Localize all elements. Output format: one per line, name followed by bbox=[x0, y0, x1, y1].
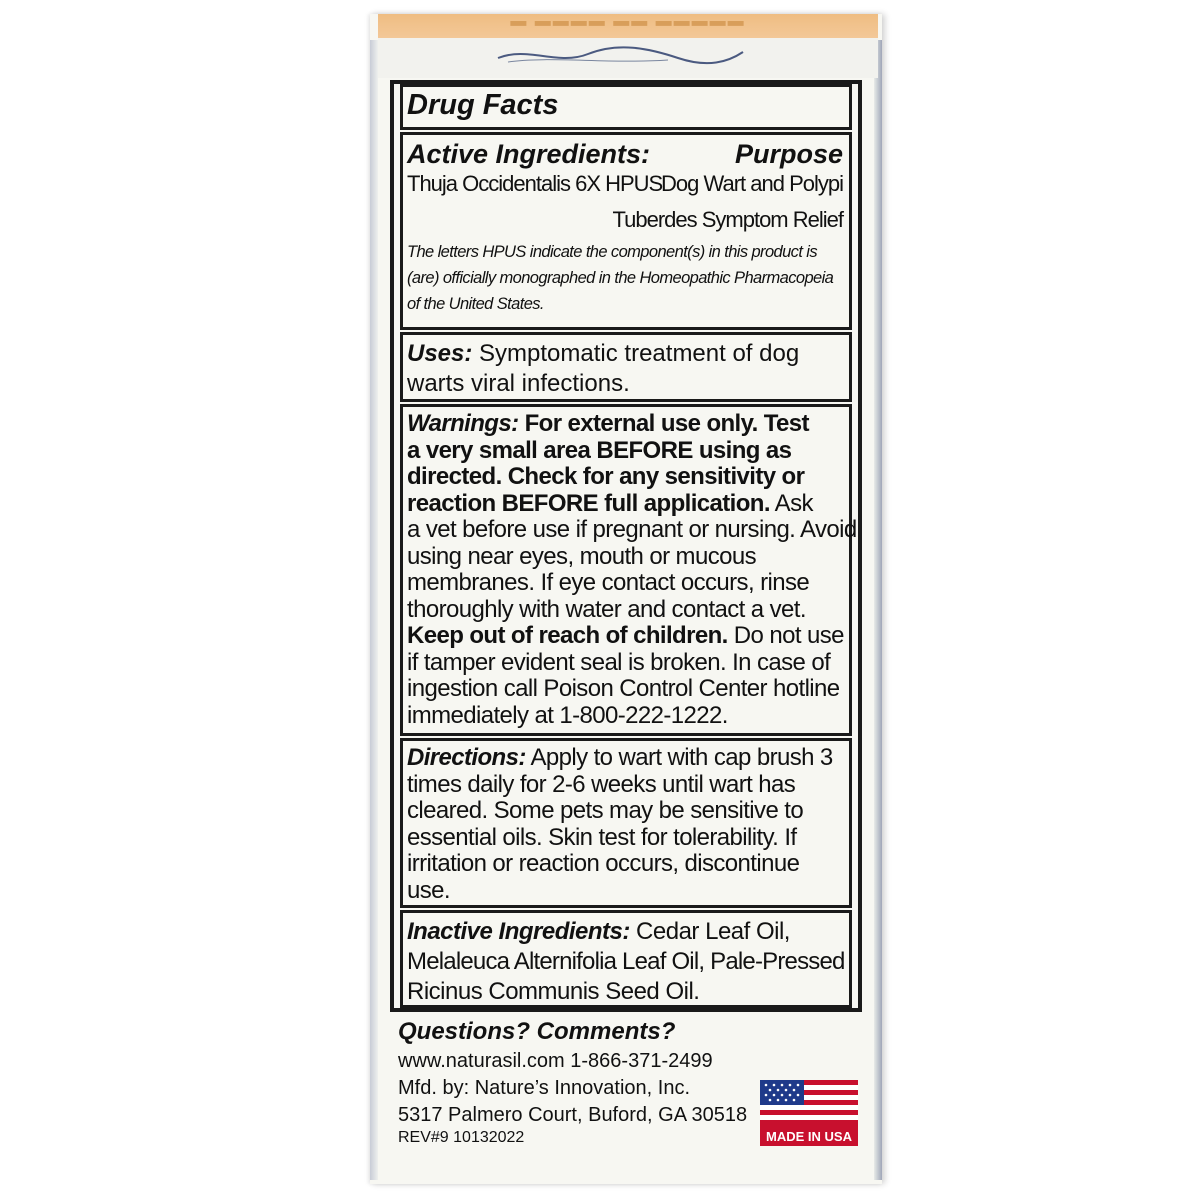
directions-section bbox=[400, 738, 852, 908]
directions-text: irritation or reaction occurs, discontinue bbox=[407, 850, 800, 877]
warnings-text: thoroughly with water and contact a vet. bbox=[407, 595, 806, 623]
directions-text: use. bbox=[407, 876, 450, 904]
warnings-line bbox=[407, 491, 849, 518]
warnings-bold-text: Keep out of reach of children. bbox=[407, 622, 728, 649]
inactive-line-3: Ricinus Communis Seed Oil. bbox=[407, 978, 700, 1005]
box-left-edge bbox=[370, 40, 378, 1180]
warnings-text: a vet before use if pregnant or nursing. Avoid bbox=[407, 516, 857, 543]
directions-text: cleared. Some pets may be sensitive to bbox=[407, 797, 804, 824]
logo-swirl-graphic bbox=[488, 44, 748, 66]
uses-line-1-row bbox=[407, 339, 849, 369]
us-flag-icon bbox=[760, 1080, 858, 1126]
manufacturer: Mfd. by: Nature’s Innovation, Inc. bbox=[398, 1077, 691, 1099]
inactive-line-1-row bbox=[407, 917, 849, 947]
warnings-line bbox=[407, 544, 849, 571]
inactive-line-1: Cedar Leaf Oil, bbox=[629, 918, 790, 945]
made-in-usa-flag-badge bbox=[760, 1080, 858, 1146]
warnings-line bbox=[407, 570, 849, 597]
drug-facts-header bbox=[400, 84, 852, 130]
warnings-label: Warnings: bbox=[407, 410, 519, 437]
warnings-text: if tamper evident seal is broken. In case of bbox=[407, 648, 831, 676]
revision-code: REV#9 10132022 bbox=[398, 1129, 525, 1146]
warnings-text: using near eyes, mouth or mucous bbox=[407, 542, 756, 570]
warnings-text: membranes. If eye contact occurs, rinse bbox=[407, 569, 810, 596]
warnings-bold-text: directed. Check for any sensitivity or bbox=[407, 463, 805, 490]
directions-line bbox=[407, 878, 849, 905]
directions-text: essential oils. Skin test for tolerability. If bbox=[407, 823, 797, 851]
warnings-line bbox=[407, 516, 857, 544]
purpose-line-2: Tuberdes Symptom Relief bbox=[612, 207, 843, 232]
warnings-line bbox=[407, 703, 849, 730]
inactive-ingredients-section bbox=[400, 910, 852, 1008]
drug-facts-title: Drug Facts bbox=[407, 89, 559, 121]
warnings-line bbox=[407, 676, 849, 703]
active-ingredient-name: Thuja Occidentalis 6X HPUS bbox=[407, 171, 663, 196]
inactive-label: Inactive Ingredients: bbox=[407, 918, 630, 945]
directions-label: Directions: bbox=[407, 744, 526, 771]
directions-line bbox=[407, 798, 849, 825]
warnings-line bbox=[407, 438, 849, 465]
uses-section bbox=[400, 332, 852, 402]
uses-label: Uses: bbox=[407, 340, 473, 367]
warnings-bold-text: reaction BEFORE full application. bbox=[407, 489, 770, 517]
hpus-note-line-1: The letters HPUS indicate the component(s) in this product is bbox=[407, 243, 818, 261]
directions-text: Apply to wart with cap brush 3 bbox=[525, 744, 833, 771]
directions-line bbox=[407, 825, 849, 852]
warnings-line bbox=[407, 464, 849, 491]
warnings-line bbox=[407, 623, 849, 650]
warnings-text: Ask bbox=[769, 489, 813, 517]
warnings-line bbox=[407, 411, 849, 438]
warnings-bold-text: For external use only. Test bbox=[518, 410, 809, 437]
warnings-text: ingestion call Poison Control Center hotline bbox=[407, 675, 840, 702]
active-ingredients-section bbox=[400, 132, 852, 330]
directions-line bbox=[407, 851, 849, 878]
hpus-note-line-2: (are) officially monographed in the Homeopathic Pharmacopeia bbox=[407, 269, 834, 287]
active-ingredients-heading: Active Ingredients: bbox=[407, 139, 651, 169]
address: 5317 Palmero Court, Buford, GA 30518 bbox=[398, 1104, 748, 1126]
uses-line-1: Symptomatic treatment of dog bbox=[472, 340, 800, 367]
warnings-section bbox=[400, 404, 857, 736]
directions-line bbox=[407, 745, 849, 772]
warnings-bold-text: a very small area BEFORE using as bbox=[407, 436, 792, 464]
directions-text: times daily for 2-6 weeks until wart has bbox=[407, 770, 796, 798]
purpose-line-1: Dog Wart and Polypi bbox=[661, 171, 843, 196]
box-top-flap bbox=[378, 14, 878, 38]
inactive-line-2: Melaleuca Alternifolia Leaf Oil, Pale-Pressed bbox=[407, 948, 845, 975]
warnings-text: Do not use bbox=[727, 622, 844, 649]
box-right-edge bbox=[874, 40, 882, 1180]
warnings-text: immediately at 1-800-222-1222. bbox=[407, 701, 728, 729]
warnings-line bbox=[407, 597, 849, 624]
made-in-usa-text: MADE IN USA bbox=[766, 1129, 852, 1144]
purpose-heading: Purpose bbox=[734, 139, 843, 169]
uses-line-2: warts viral infections. bbox=[407, 370, 630, 397]
flap-mirror-graphic: ▬ ▬▬▬▬ ▬▬ ▬▬▬▬▬ bbox=[510, 17, 746, 34]
box-top-strip bbox=[378, 38, 878, 78]
drug-facts-panel bbox=[390, 80, 862, 1012]
directions-line bbox=[407, 772, 849, 799]
hpus-note-line-3: of the United States. bbox=[407, 295, 544, 313]
warnings-line bbox=[407, 650, 849, 677]
website-phone: www.naturasil.com 1-866-371-2499 bbox=[398, 1050, 713, 1072]
questions-heading: Questions? Comments? bbox=[398, 1018, 676, 1045]
